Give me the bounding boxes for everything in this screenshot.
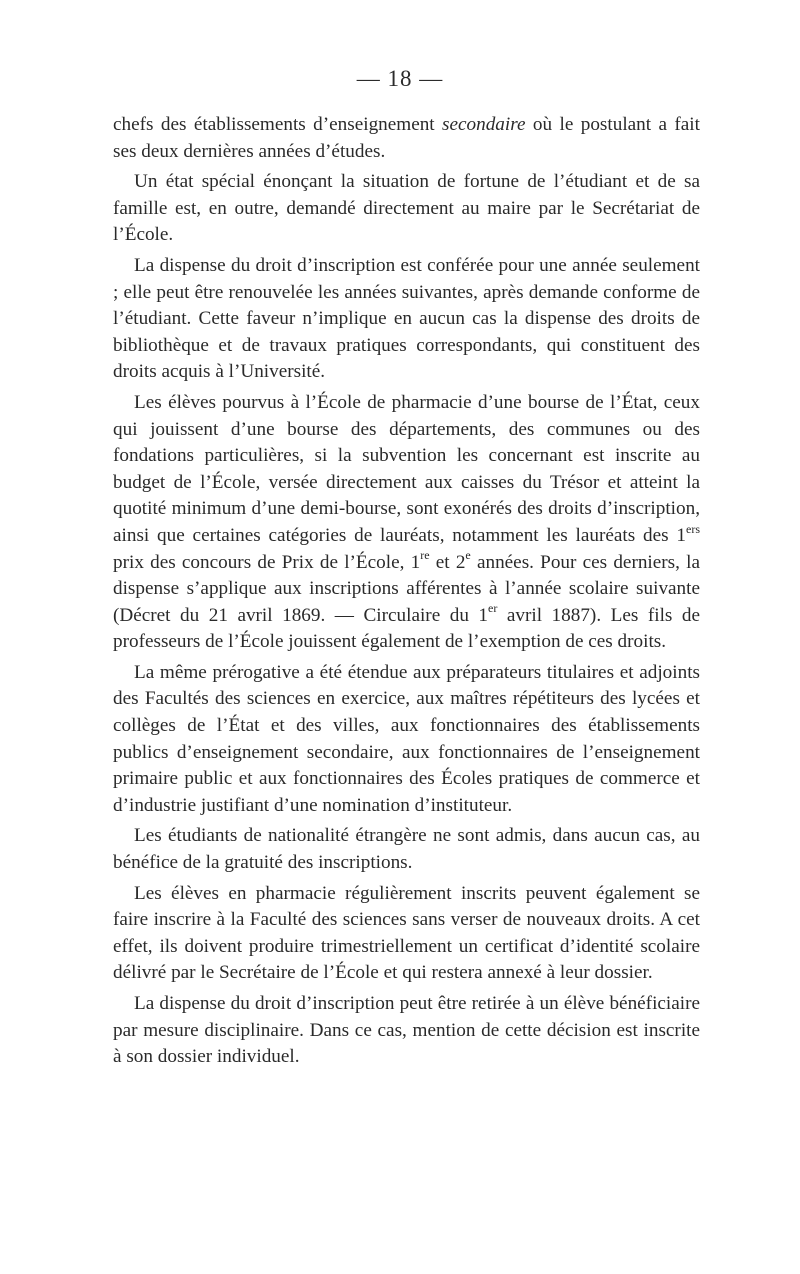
paragraph-3: La dispense du droit d’inscription est conférée pour une année seulement ; elle peut être renouvelée les années suivantes, après demande conforme de l’étudiant. Cette faveur n’implique en aucun cas la dispense des droits de bibliothèque et de travaux pratiques correspondants, qui constituent des droits acquis à l’Université. xyxy=(113,254,700,383)
superscript-e: e xyxy=(465,548,471,563)
paragraph-8: La dispense du droit d’inscription peut être retirée à un élève bénéficiaire par mesure disciplinaire. Dans ce cas, mention de cette décision est inscrite à son dossier individuel. xyxy=(113,993,700,1068)
paragraph-4-part-1: Les élèves pourvus à l’École de pharmacie d’une bourse de l’État, ceux qui jouissent d’une bourse des départements, des communes ou des fondations particulières, si la subvention les concernant est inscrite au budget de l’École, versée directement aux caisses du Trésor et atteint la quotité minimum d’une demi-bourse, sont exonérés des droits d’inscription, ainsi que certaines catégories de lauréats, notamment les lauréats des 1 xyxy=(113,391,700,546)
paragraph-1-text-a: chefs des établissements d’enseignement xyxy=(113,114,443,135)
superscript-re: re xyxy=(420,548,430,563)
page-number: — 18 — xyxy=(356,66,444,91)
paragraph-1-text-b: où le postulant a fait ses deux dernières années d’études. xyxy=(113,114,700,162)
paragraph-4 xyxy=(113,390,700,656)
paragraph-2: Un état spécial énonçant la situation de fortune de l’étudiant et de sa famille est, en outre, demandé directement au maire par le Secrétariat de l’École. xyxy=(113,171,700,246)
paragraph-1 xyxy=(113,112,700,165)
paragraph-4-part-5: avril 1887). Les fils de professeurs de l’École jouissent également de l’exemption de ces droits. xyxy=(113,604,700,653)
paragraph-4-part-2: prix des concours de Prix de l’École, 1 xyxy=(113,551,421,573)
superscript-er: er xyxy=(488,601,498,616)
paragraph-4-part-3: et 2 xyxy=(429,551,466,573)
paragraph-4-part-4: années. Pour ces derniers, la dispense s’applique aux inscriptions afférentes à l’année scolaire suivante (Décret du 21 avril 1869. — Circulaire du 1 xyxy=(113,551,700,626)
paragraph-5: La même prérogative a été étendue aux préparateurs titulaires et adjoints des Facultés des sciences en exercice, aux maîtres répétiteurs des lycées et collèges de l’État et des villes, aux fonctionnaires des établissements publics d’enseignement secondaire, aux fonctionnaires de l’enseignement primaire public et aux fonctionnaires des Écoles pratiques de commerce et d’industrie justifiant d’une nomination d’instituteur. xyxy=(113,661,700,816)
superscript-ers: ers xyxy=(686,521,700,536)
emphasis-secondaire: secondaire xyxy=(442,114,526,135)
body-text xyxy=(113,112,700,1075)
paragraph-6: Les étudiants de nationalité étrangère ne sont admis, dans aucun cas, au bénéfice de la gratuité des inscriptions. xyxy=(113,825,700,874)
paragraph-7: Les élèves en pharmacie régulièrement inscrits peuvent également se faire inscrire à la Faculté des sciences sans verser de nouveaux droits. A cet effet, ils doivent produire trimestriellement un certificat d’identité scolaire délivré par le Secrétaire de l’École et qui restera annexé à leur dossier. xyxy=(113,882,700,984)
